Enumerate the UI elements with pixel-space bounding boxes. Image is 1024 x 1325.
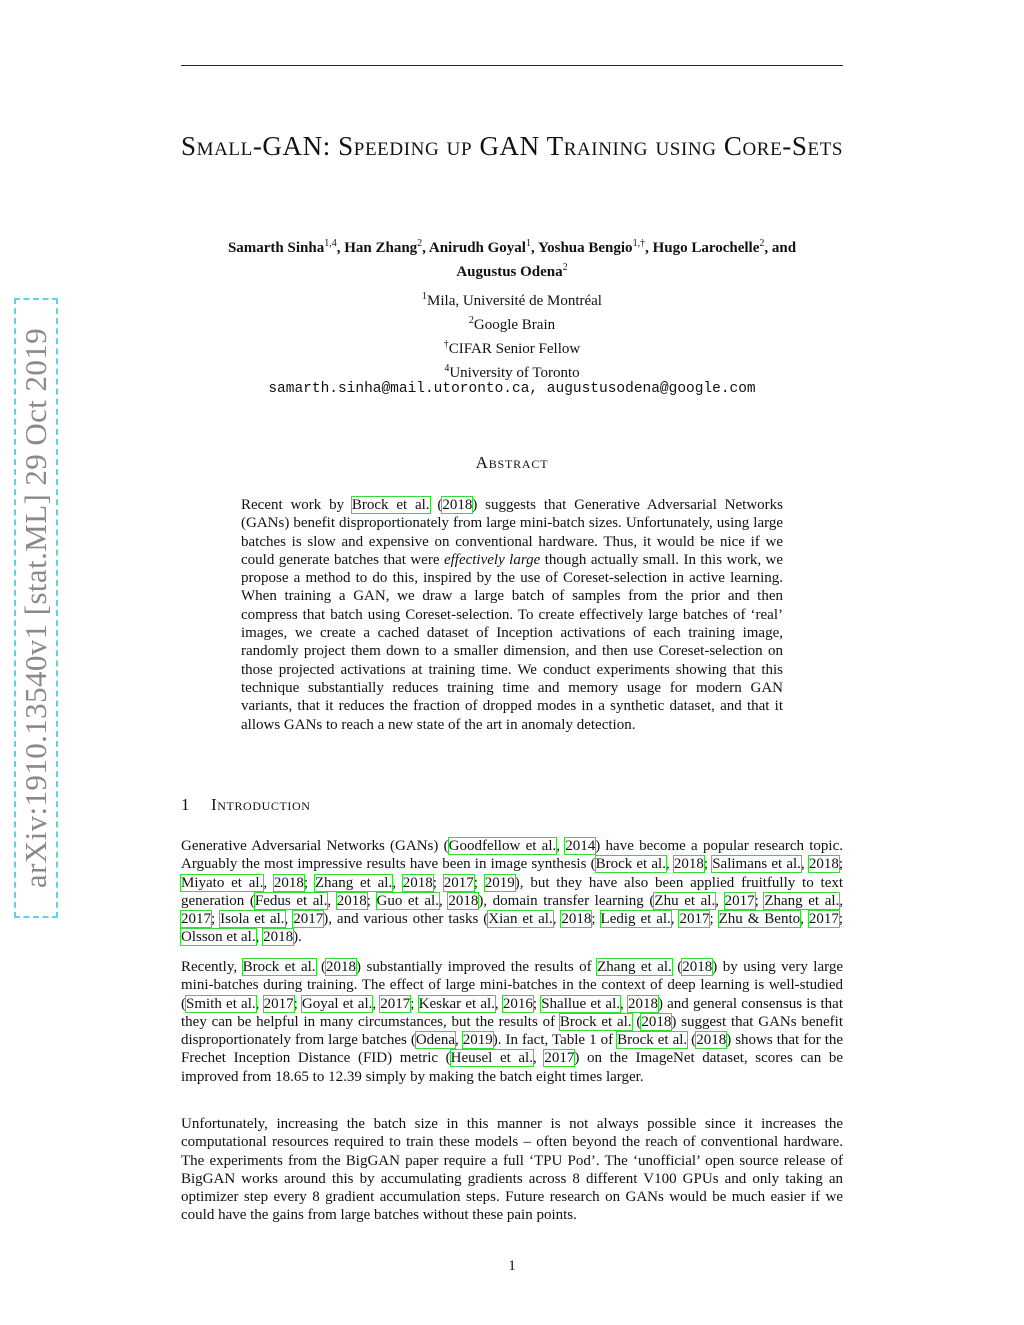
- paper-title: Small-GAN: Speeding up GAN Training using Core-Sets: [181, 131, 844, 161]
- citation-link[interactable]: 2018: [673, 856, 704, 873]
- author-affil-sup: 2: [417, 238, 423, 249]
- intro-paragraph-3: Unfortunately, increasing the batch size in this manner is not always possible since it increases the computational resources required to train these models – often beyond the reach of conventional hardware. The experiments from the BigGAN paper require a full ‘TPU Pod’. The ‘unofficial’ open source release of BigGAN works around this by accumulating gradients across 8 different V100 GPUs and only taking an optimizer step every 8 gradient accumulation steps. Future research on GANs would be much easier if we could have the gains from large batches without these pain points.: [181, 1116, 843, 1224]
- page-number: 1: [508, 1258, 516, 1274]
- citation-link[interactable]: 2018: [442, 497, 473, 513]
- citation-link[interactable]: Brock et al.: [595, 856, 666, 873]
- author-affil-sup: 1,†: [632, 238, 646, 249]
- citation-link[interactable]: 2018: [682, 959, 713, 975]
- author-affil-sup: 2: [759, 238, 765, 249]
- affiliation: $^4$University of Toronto: [444, 363, 580, 381]
- citation-link[interactable]: 2017: [263, 995, 294, 1012]
- citation-link[interactable]: Keskar et al.: [418, 995, 495, 1012]
- author-name: Samarth Sinha: [227, 240, 325, 256]
- citation-link[interactable]: 2018: [627, 995, 658, 1012]
- author-name: Augustus Odena: [456, 264, 563, 280]
- citation-link[interactable]: Olsson et al.: [181, 929, 256, 946]
- citation-link[interactable]: 2018: [326, 959, 357, 975]
- affiliation: †CIFAR Senior Fellow: [443, 339, 581, 357]
- citation-link[interactable]: Brock et al.: [617, 1032, 688, 1049]
- citation-link[interactable]: Salimans et al.: [712, 856, 801, 873]
- citation-link[interactable]: Odena: [415, 1032, 455, 1049]
- citation-link[interactable]: 2019: [462, 1032, 493, 1049]
- citation-link[interactable]: 2016: [502, 995, 533, 1012]
- abstract-text: Recent work by Brock et al. (2018) suggests that Generative Adversarial Networks (GANs) benefit disproportionately from large mini-batch sizes. Unfortunately, using large batches is slow and expensive on conventional hardware. Thus, it would be nice if we could generate batches that were effectively large though actually small. In this work, we propose a method to do this, inspired by the use of Coreset-selection in active learning. When training a GAN, we draw a large batch of samples from the prior and then compress that batch using Coreset-selection. To create effectively large batches of ‘real’ images, we create a cached dataset of Inception activations of each training image, randomly project them down to a smaller dimension, and then use Coreset-selection on those projected activations at training time. We conduct experiments showing that this technique substantially reduces training time and memory usage for modern GAN variants, that it reduces the fraction of dropped modes in a synthetic dataset, and that it allows GANs to reach a new state of the art in anomaly detection.: [241, 497, 784, 733]
- citation-link[interactable]: Goyal et al.: [301, 995, 373, 1012]
- citation-link[interactable]: Ledig et al.: [600, 911, 671, 928]
- author-conjunction: and: [771, 240, 797, 256]
- citation-link[interactable]: 2014: [565, 838, 596, 854]
- author-affil-sup: 2: [562, 262, 568, 273]
- citation-link[interactable]: Shallue et al.: [541, 995, 620, 1012]
- citation-link[interactable]: Isola et al.: [220, 911, 285, 928]
- citation-link[interactable]: 2018: [561, 911, 592, 928]
- top-rule: [181, 65, 843, 66]
- intro-paragraph-1: Generative Adversarial Networks (GANs) (Goodfellow et al., 2014) have become a popular research topic. Arguably the most impressive results have been in image synthesis (Brock et al., 2018; Salimans et al., 2018; Miyato et al., 2018; Zhang et al., 2018; 2017; 2019), but they have also been applied fruitfully to text generation (Fedus et al., 2018; Guo et al., 2018), domain transfer learning (Zhu et al., 2017; Zhang et al., 2017; Isola et al., 2017), and various other tasks (Xian et al., 2018; Ledig et al., 2017; Zhu & Bento, 2017; Olsson et al., 2018).: [181, 838, 844, 946]
- citation-link[interactable]: 2018: [263, 929, 294, 946]
- arxiv-stamp-text: arXiv:1910.13540v1 [stat.ML] 29 Oct 2019: [18, 327, 53, 889]
- author-emails: samarth.sinha@mail.utoronto.ca, augustusodena@google.com: [268, 381, 756, 397]
- citation-link[interactable]: 2018: [402, 874, 433, 891]
- citation-link[interactable]: 2018: [336, 892, 367, 909]
- citation-link[interactable]: Brock et al.: [351, 497, 430, 513]
- citation-link[interactable]: Zhu & Bento: [718, 911, 801, 928]
- citation-link[interactable]: 2017: [293, 911, 324, 928]
- citation-link[interactable]: 2017: [544, 1050, 575, 1067]
- affiliation: $^1$Mila, Université de Montréal: [422, 291, 602, 309]
- citation-link[interactable]: 2018: [808, 856, 839, 873]
- citation-link[interactable]: Zhang et al.: [764, 892, 840, 909]
- affiliation: $^2$Google Brain: [468, 315, 556, 333]
- citation-link[interactable]: 2018: [696, 1032, 727, 1049]
- citation-link[interactable]: 2017: [181, 911, 211, 928]
- citation-link[interactable]: Goodfellow et al.: [448, 838, 557, 854]
- citation-link[interactable]: 2017: [679, 911, 710, 928]
- arxiv-stamp[interactable]: [14, 298, 58, 918]
- author-name: Han Zhang: [344, 240, 418, 256]
- citation-link[interactable]: 2017: [724, 892, 755, 909]
- citation-link[interactable]: Brock et al.: [242, 959, 316, 975]
- citation-link[interactable]: 2019: [484, 874, 515, 891]
- citation-link[interactable]: Zhang et al.: [314, 874, 393, 891]
- citation-link[interactable]: 2017: [443, 874, 474, 891]
- citation-link[interactable]: 2017: [808, 911, 839, 928]
- citation-link[interactable]: Xian et al.: [488, 911, 553, 928]
- citation-link[interactable]: Brock et al.: [559, 1013, 632, 1030]
- author-affil-sup: 1,4: [324, 238, 337, 249]
- section-title: Introduction: [211, 795, 311, 814]
- citation-link[interactable]: Zhu et al.: [654, 892, 716, 909]
- citation-link[interactable]: Guo et al.: [376, 892, 439, 909]
- author-name: Anirudh Goyal: [428, 240, 526, 256]
- section-number: 1: [181, 795, 191, 814]
- citation-link[interactable]: Heusel et al.: [450, 1050, 533, 1067]
- affiliations: [181, 287, 843, 383]
- author-name: Yoshua Bengio: [537, 240, 633, 256]
- author-name: Hugo Larochelle: [652, 240, 760, 256]
- citation-link[interactable]: 2018: [448, 892, 479, 909]
- author-list: Samarth Sinha$^{1,4}$, Han Zhang$^2$, Anirudh Goyal$^1$, Yoshua Bengio$^{1,\dagger}$, Hugo Larochelle$^2$, and Augustus Odena$^2$: [227, 238, 797, 280]
- citation-link[interactable]: Zhang et al.: [597, 959, 672, 975]
- citation-link[interactable]: Smith et al.: [186, 995, 256, 1012]
- author-affil-sup: 1: [525, 238, 531, 249]
- abstract-heading: Abstract: [475, 453, 549, 472]
- citation-link[interactable]: 2017: [380, 995, 411, 1012]
- citation-link[interactable]: 2018: [641, 1013, 672, 1030]
- citation-link[interactable]: Fedus et al.: [254, 892, 328, 909]
- intro-paragraph-2: Recently, Brock et al. (2018) substantially improved the results of Zhang et al. (2018) by using very large mini-batches during training. The effect of large mini-batches in the context of deep learning is well-studied (Smith et al., 2017; Goyal et al., 2017; Keskar et al., 2016; Shallue et al., 2018) and general consensus is that they can be helpful in many circumstances, but the results of Brock et al. (2018) suggest that GANs benefit disproportionately from large batches (Odena, 2019). In fact, Table 1 of Brock et al. (2018) shows that for the Frechet Inception Distance (FID) metric (Heusel et al., 2017) on the ImageNet dataset, scores can be improved from 18.65 to 12.39 simply by making the batch eight times larger.: [181, 959, 844, 1085]
- citation-link[interactable]: 2018: [273, 874, 304, 891]
- citation-link[interactable]: Miyato et al.: [181, 874, 264, 891]
- section-heading: [181, 795, 843, 815]
- emphasis: effectively large: [443, 551, 541, 568]
